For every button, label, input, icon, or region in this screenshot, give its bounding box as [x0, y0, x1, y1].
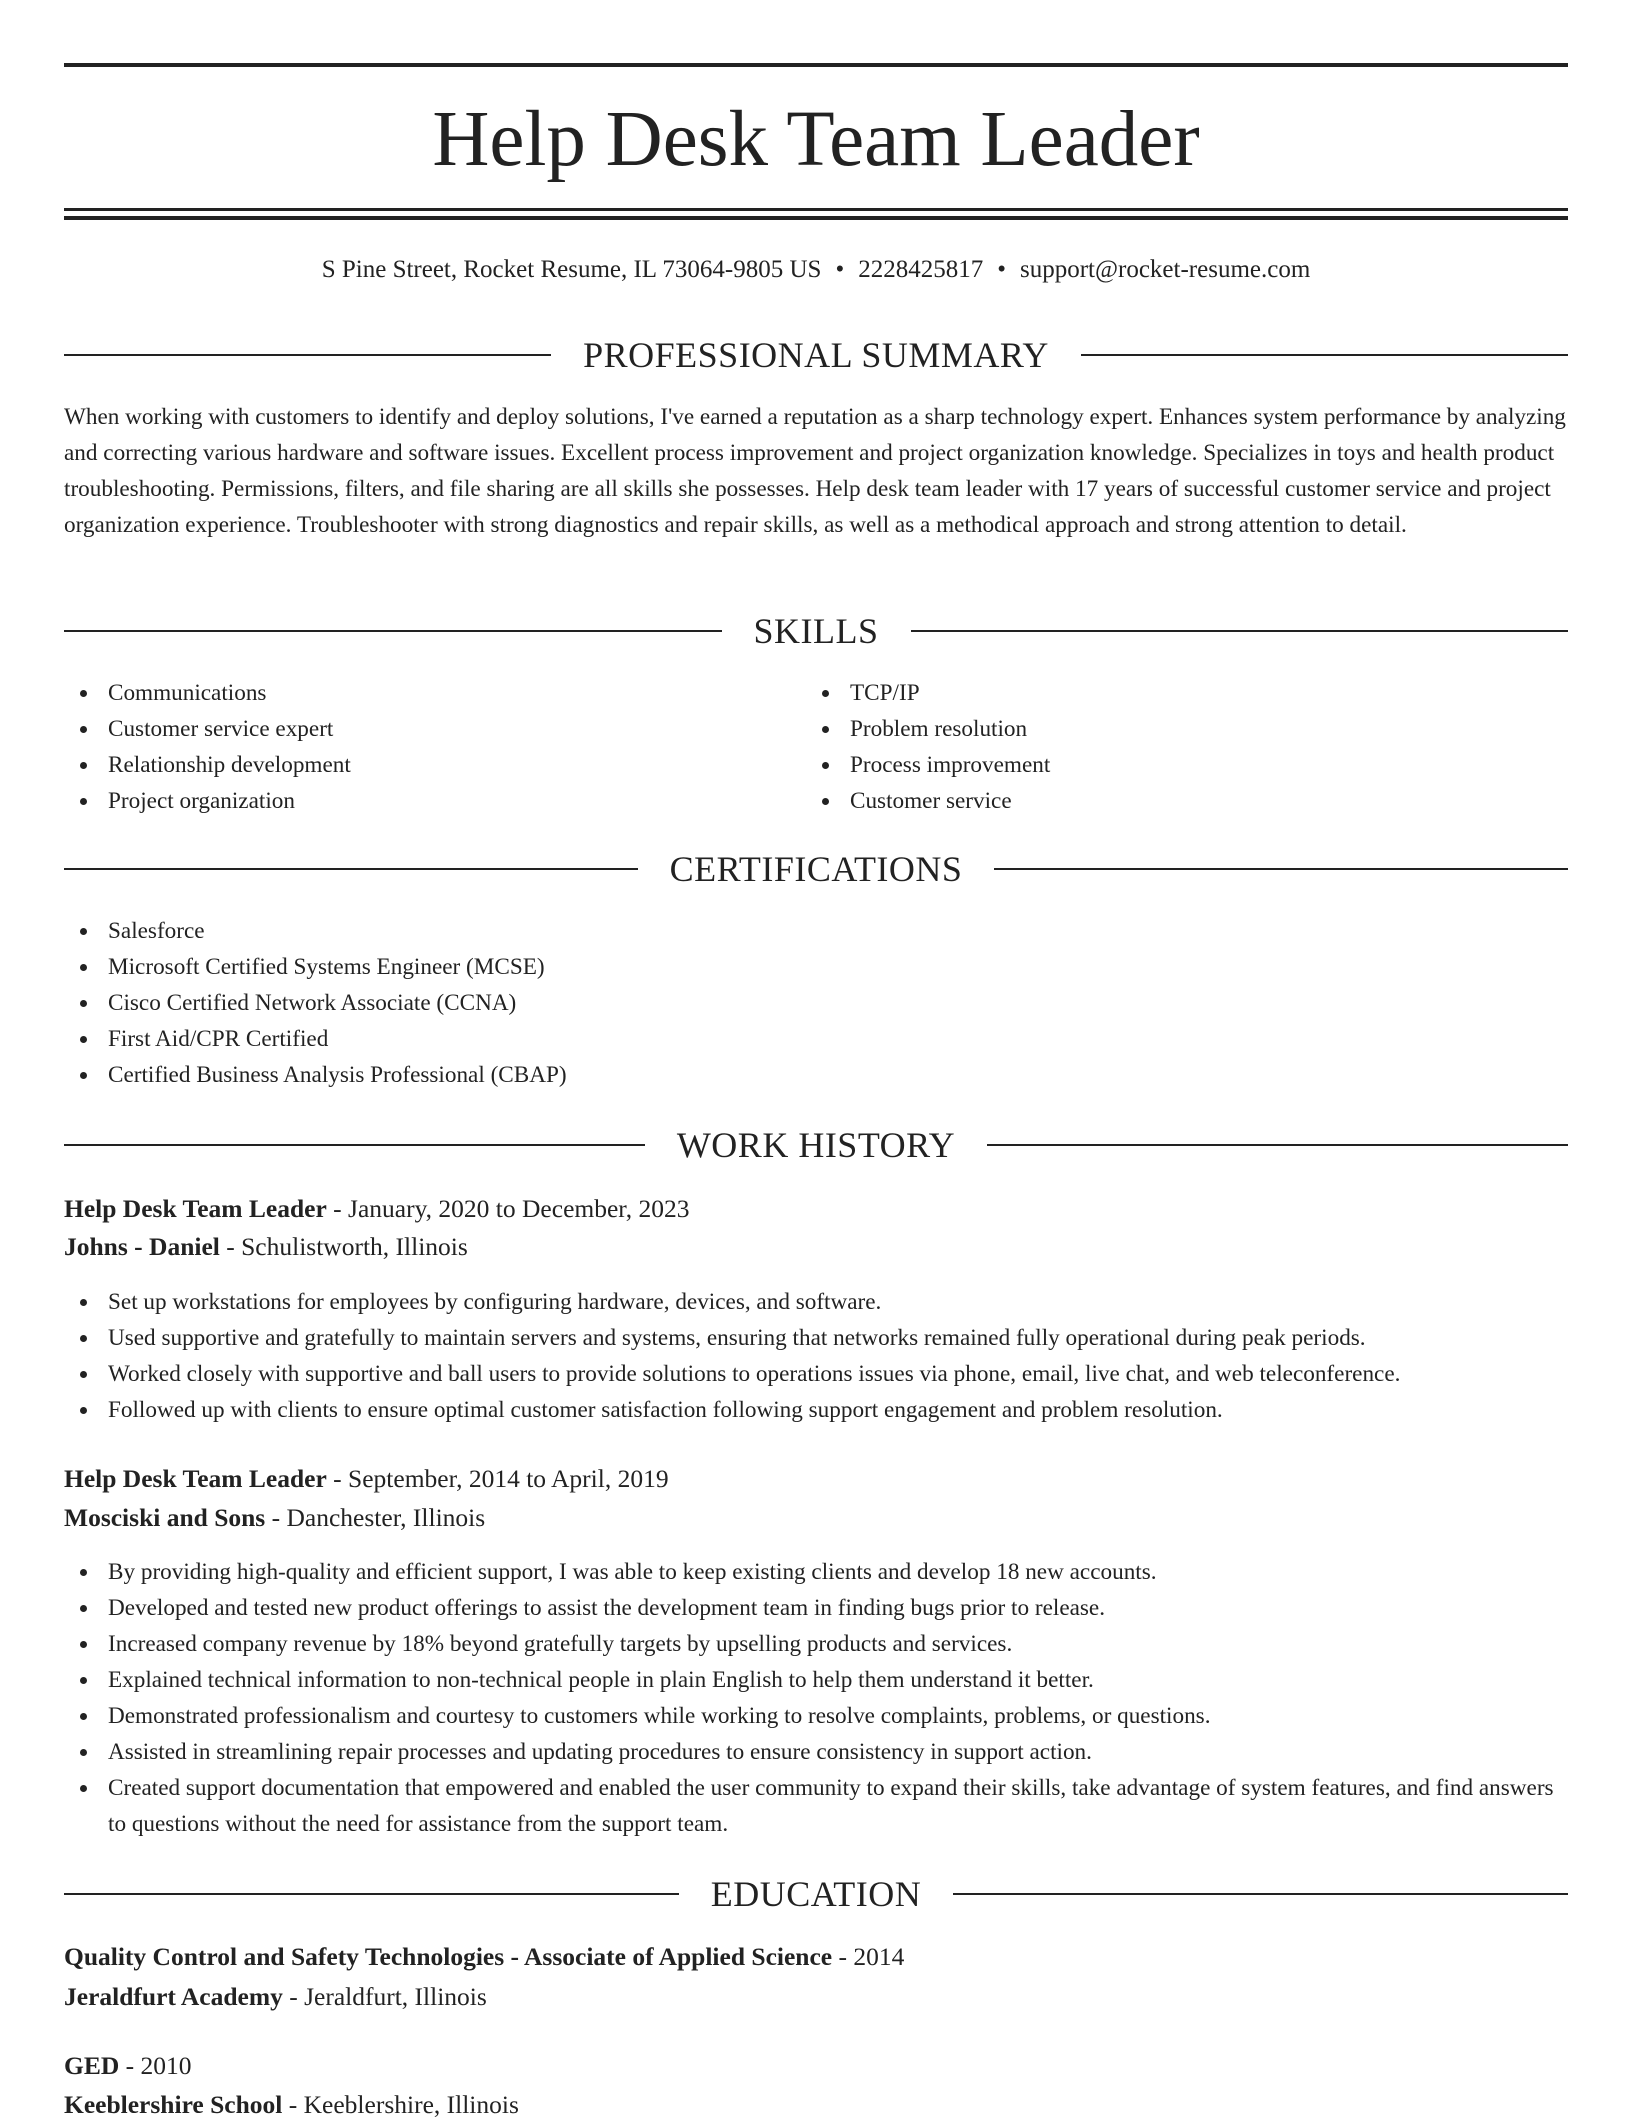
degree-year: - 2010 [119, 2051, 192, 2080]
job-title: Help Desk Team Leader [64, 1464, 327, 1493]
resume-name-heading: Help Desk Team Leader [432, 96, 1200, 183]
heading-rule [64, 1893, 679, 1895]
job-dates: - September, 2014 to April, 2019 [326, 1464, 669, 1493]
heading-rule [911, 630, 1569, 632]
heading-rule [64, 630, 722, 632]
job-duty-item: Increased company revenue by 18% beyond gratefully targets by upselling products and services. [64, 1626, 1568, 1662]
job-duty-item: Developed and tested new product offerings to assist the development team in finding bugs prior to release. [64, 1590, 1568, 1626]
job-employer-line [64, 1229, 1568, 1265]
section-title: WORK HISTORY [676, 1125, 956, 1165]
job-duty-item: Demonstrated professionalism and courtesy to customers while working to resolve complaints, problems, or questions. [64, 1698, 1568, 1734]
skill-item: Customer service [806, 783, 1526, 819]
job-dates: - January, 2020 to December, 2023 [326, 1194, 690, 1223]
section-title: SKILLS [753, 611, 879, 651]
school-location: - Keeblershire, Illinois [282, 2090, 519, 2119]
contact-line [64, 254, 1568, 286]
job-location: - Schulistworth, Illinois [219, 1232, 468, 1261]
section-heading-summary [64, 335, 1568, 375]
degree-line [64, 1939, 1568, 1975]
section-title: EDUCATION [710, 1874, 922, 1914]
degree-name: Quality Control and Safety Technologies - Associate of Applied Science [64, 1942, 833, 1971]
school-line [64, 2087, 1568, 2123]
section-heading-certifications [64, 849, 1568, 889]
degree-line [64, 2048, 1568, 2084]
certification-item: Microsoft Certified Systems Engineer (MCSE) [64, 949, 1568, 985]
section-title: PROFESSIONAL SUMMARY [583, 335, 1049, 375]
skill-item: Relationship development [64, 747, 784, 783]
job-company: Johns - Daniel [64, 1232, 220, 1261]
skill-item: Problem resolution [806, 711, 1526, 747]
degree-year: - 2014 [832, 1942, 905, 1971]
job-title: Help Desk Team Leader [64, 1194, 327, 1223]
job-title-line [64, 1191, 1568, 1227]
heading-rule [64, 354, 551, 356]
double-rule [64, 208, 1568, 220]
section-heading-education [64, 1874, 1568, 1914]
job-company: Mosciski and Sons [64, 1503, 266, 1532]
job-duties-list [64, 1554, 1568, 1842]
skill-item: Communications [64, 675, 784, 711]
skill-item: Project organization [64, 783, 784, 819]
contact-separator: • [997, 256, 1006, 283]
contact-address: S Pine Street, Rocket Resume, IL 73064-9805 US [321, 256, 822, 283]
certification-item: Cisco Certified Network Associate (CCNA) [64, 985, 1568, 1021]
skills-list-left [64, 675, 784, 819]
job-duty-item: Explained technical information to non-technical people in plain English to help them understand it better. [64, 1662, 1568, 1698]
heading-rule [994, 868, 1568, 870]
job-title-line [64, 1461, 1568, 1497]
skill-item: Process improvement [806, 747, 1526, 783]
job-duty-item: Set up workstations for employees by configuring hardware, devices, and software. [64, 1284, 1568, 1320]
school-line [64, 1979, 1568, 2015]
contact-separator: • [835, 256, 845, 283]
job-duties-list [64, 1284, 1568, 1428]
job-duty-item: By providing high-quality and efficient support, I was able to keep existing clients and develop 18 new accounts. [64, 1554, 1568, 1590]
skill-item: Customer service expert [64, 711, 784, 747]
heading-rule [64, 868, 638, 870]
job-duty-item: Worked closely with supportive and ball users to provide solutions to operations issues via phone, email, live chat, and web teleconference. [64, 1356, 1568, 1392]
job-employer-line [64, 1500, 1568, 1536]
section-heading-work-history [64, 1125, 1568, 1165]
summary-paragraph: When working with customers to identify and deploy solutions, I've earned a reputation as a sharp technology expert. Enhances system performance by analyzing and correcting various hardware and software issues. Excellent process improvement and project organization knowledge. Specializes in toys and health product troubleshooting. Permissions, filters, and file sharing are all skills she possesses. Help desk team leader with 17 years of successful customer service and project organization experience. Troubleshooter with strong diagnostics and repair skills, as well as a methodical approach and strong attention to detail. [64, 404, 1566, 538]
heading-rule [953, 1893, 1568, 1895]
heading-rule [64, 1144, 645, 1146]
heading-rule [987, 1144, 1568, 1146]
school-name: Jeraldfurt Academy [64, 1982, 283, 2011]
degree-name: GED [64, 2051, 120, 2080]
school-location: - Jeraldfurt, Illinois [282, 1982, 487, 2011]
job-location: - Danchester, Illinois [265, 1503, 486, 1532]
contact-phone: 2228425817 [858, 256, 984, 283]
certifications-list [64, 913, 1568, 1093]
section-heading-skills [64, 611, 1568, 651]
job-duty-item: Used supportive and gratefully to maintain servers and systems, ensuring that networks remained fully operational during peak periods. [64, 1320, 1568, 1356]
skill-item: TCP/IP [806, 675, 1526, 711]
certification-item: First Aid/CPR Certified [64, 1021, 1568, 1057]
top-rule [64, 63, 1568, 67]
job-duty-item: Created support documentation that empowered and enabled the user community to expand their skills, take advantage of system features, and find answers to questions without the need for assistance from the support team. [64, 1770, 1568, 1842]
certification-item: Certified Business Analysis Professional (CBAP) [64, 1057, 1568, 1093]
heading-rule [1081, 354, 1568, 356]
job-duty-item: Followed up with clients to ensure optimal customer satisfaction following support engagement and problem resolution. [64, 1392, 1568, 1428]
school-name: Keeblershire School [64, 2090, 283, 2119]
skills-list-right [806, 675, 1526, 819]
certification-item: Salesforce [64, 913, 1568, 949]
section-title: CERTIFICATIONS [669, 849, 963, 889]
contact-email: support@rocket-resume.com [1019, 256, 1311, 283]
job-duty-item: Assisted in streamlining repair processes and updating procedures to ensure consistency in support action. [64, 1734, 1568, 1770]
